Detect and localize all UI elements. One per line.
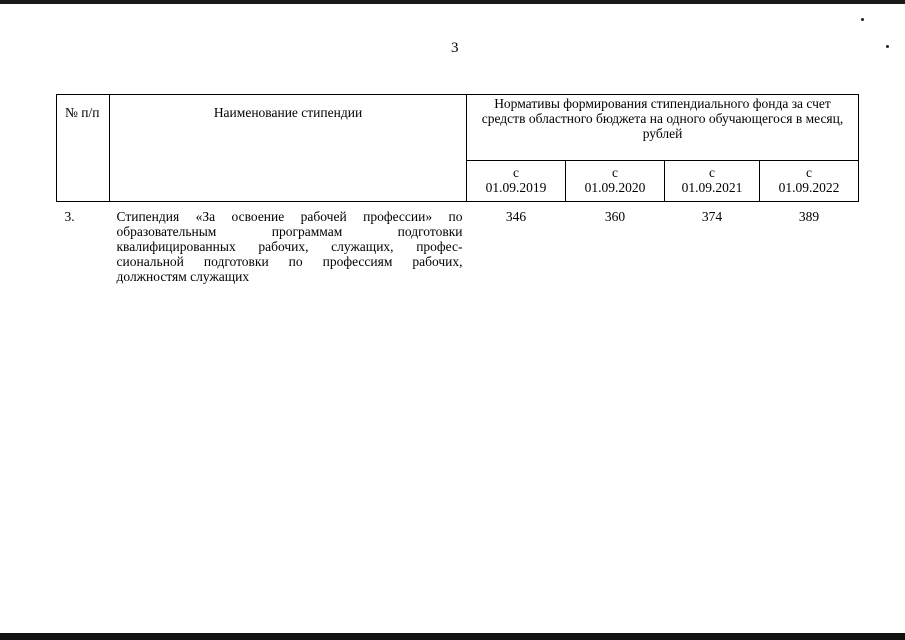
header-norms-group: Нормативы формирования стипендиального фонда за счет средств областного бюджета на одного обучающегося в месяц, рублей	[467, 95, 859, 161]
row-value-2022: 389	[798, 209, 820, 224]
header-date-2022	[760, 161, 859, 202]
row-value-2019: 346	[505, 209, 527, 224]
date-prefix: с	[806, 165, 812, 180]
page-number: 3	[451, 40, 459, 56]
date-prefix: с	[709, 165, 715, 180]
date-prefix: с	[513, 165, 519, 180]
header-num: № п/п	[57, 95, 110, 202]
header-date-2019	[467, 161, 566, 202]
date-value: 01.09.2021	[681, 180, 743, 195]
row-scholarship-name: Стипендия «За освоение рабочей профессии» по образовательным программам подготовки квалифицированных рабочих, служащих, профес-сиональной подготовки по профессиям рабочих, должностям служащих	[116, 209, 463, 284]
scan-speck	[861, 18, 864, 21]
scan-edge-top	[0, 0, 905, 4]
header-name: Наименование стипендии	[110, 95, 467, 202]
scan-speck	[886, 45, 889, 48]
table-row	[57, 202, 859, 285]
date-value: 01.09.2020	[584, 180, 646, 195]
scholarship-norms-table	[56, 94, 859, 284]
header-row	[57, 95, 859, 161]
row-value-2020: 360	[604, 209, 626, 224]
date-value: 01.09.2019	[485, 180, 547, 195]
header-date-2020	[566, 161, 665, 202]
date-value: 01.09.2022	[778, 180, 840, 195]
date-prefix: с	[612, 165, 618, 180]
row-value-2021: 374	[701, 209, 723, 224]
row-num: 3.	[64, 209, 75, 224]
scan-edge-bottom	[0, 633, 905, 640]
header-date-2021	[665, 161, 760, 202]
